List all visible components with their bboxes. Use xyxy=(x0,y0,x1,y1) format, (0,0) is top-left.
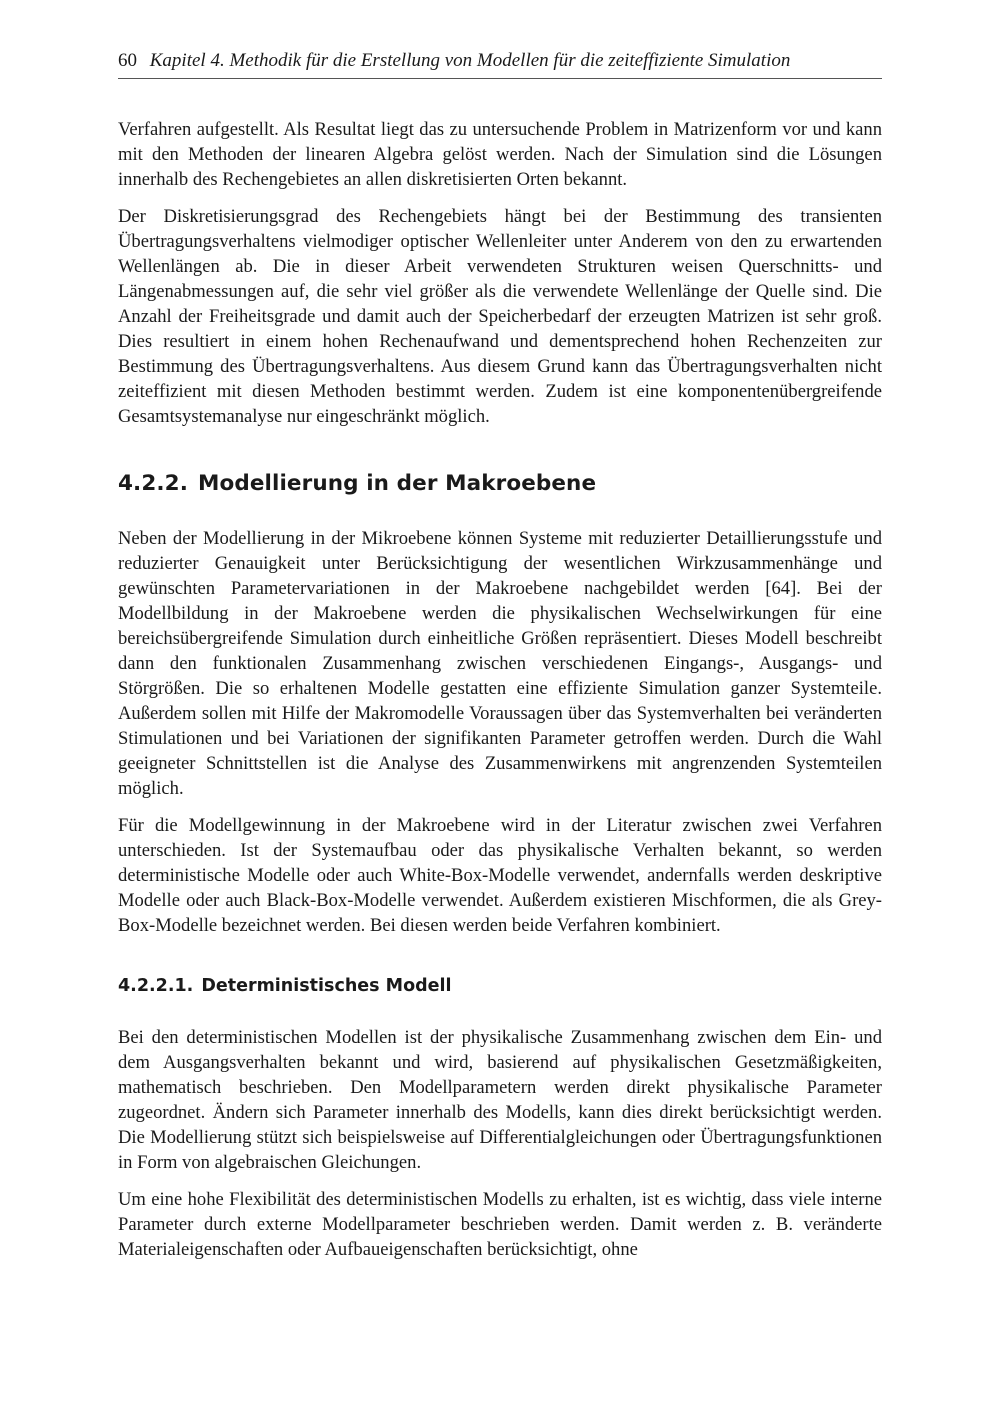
document-page xyxy=(118,48,882,1262)
subsection-heading xyxy=(118,974,882,998)
subsection-title: Deterministisches Modell xyxy=(201,976,452,996)
paragraph: Der Diskretisierungsgrad des Rechengebiets hängt bei der Bestimmung des transienten Übertragungsverhaltens vielmodiger optischer Wellenleiter unter Anderem von den zu erwartenden Wellenlängen ab. Die in dieser Arbeit verwendeten Strukturen weisen Querschnitts- und Längenabmessungen auf, die sehr viel größer als die verwendete Wellenlänge der Quelle sind. Die Anzahl der Freiheitsgrade und damit auch der Speicherbedarf der erzeugten Matrizen ist sehr groß. Dies resultiert in einem hohen Rechenaufwand und dementsprechend hohen Rechenzeiten zur Bestimmung des Übertragungsverhaltens. Aus diesem Grund kann das Übertragungsverhalten nicht zeiteffizient mit diesen Methoden bestimmt werden. Zudem ist eine komponentenübergreifende Gesamtsystemanalyse nur eingeschränkt möglich. xyxy=(118,206,882,427)
page-number: 60 xyxy=(118,50,137,71)
subsection-number: 4.2.2.1. xyxy=(118,976,194,996)
paragraph: Um eine hohe Flexibilität des deterministischen Modells zu erhalten, ist es wichtig, dass viele interne Parameter durch externe Modellparameter beschrieben werden. Damit werden z. B. veränderte Materialeigenschaften oder Aufbaueigenschaften berücksichtigt, ohne xyxy=(118,1189,882,1260)
section-number: 4.2.2. xyxy=(118,471,188,496)
running-header xyxy=(118,48,882,79)
paragraph: Neben der Modellierung in der Mikroebene können Systeme mit reduzierter Detaillierungsstufe und reduzierter Genauigkeit unter Berücksichtigung der wesentlichen Wirkzusammenhänge und gewünschten Parametervariationen in der Makroebene nachgebildet werden [64]. Bei der Modellbildung in der Makroebene werden die physikalischen Wechselwirkungen für eine bereichsübergreifende Simulation durch einheitliche Größen repräsentiert. Dieses Modell beschreibt dann den funktionalen Zusammenhang zwischen verschiedenen Eingangs-, Ausgangs- und Störgrößen. Die so erhaltenen Modelle gestatten eine effiziente Simulation ganzer Systemteile. Außerdem sollen mit Hilfe der Makromodelle Voraussagen über das Systemverhalten bei veränderten Stimulationen und bei Variationen der signifikanten Parameter getroffen werden. Durch die Wahl geeigneter Schnittstellen ist die Analyse des Zusammenwirkens mit angrenzenden Systemteilen möglich. xyxy=(118,528,882,799)
section-heading xyxy=(118,470,882,498)
paragraph: Verfahren aufgestellt. Als Resultat liegt das zu untersuchende Problem in Matrizenform vor und kann mit den Methoden der linearen Algebra gelöst werden. Nach der Simulation sind die Lösungen innerhalb des Rechengebietes an allen diskretisierten Orten bekannt. xyxy=(118,119,882,190)
chapter-title: Kapitel 4. Methodik für die Erstellung von Modellen für die zeiteffiziente Simulation xyxy=(149,50,791,71)
paragraph: Bei den deterministischen Modellen ist der physikalische Zusammenhang zwischen dem Ein- und dem Ausgangsverhalten bekannt und wird, basierend auf physikalischen Gesetzmäßigkeiten, mathematisch beschrieben. Den Modellparametern werden direkt physikalische Parameter zugeordnet. Ändern sich Parameter innerhalb des Modells, kann dies direkt berücksichtigt werden. Die Modellierung stützt sich beispielsweise auf Differentialgleichungen oder Übertragungsfunktionen in Form von algebraischen Gleichungen. xyxy=(118,1027,882,1173)
paragraph: Für die Modellgewinnung in der Makroebene wird in der Literatur zwischen zwei Verfahren unterschieden. Ist der Systemaufbau oder das physikalische Verhalten bekannt, so werden deterministische Modelle oder auch White-Box-Modelle verwendet, andernfalls werden deskriptive Modelle oder auch Black-Box-Modelle verwendet. Außerdem existieren Mischformen, die als Grey-Box-Modelle bezeichnet werden. Bei diesen werden beide Verfahren kombiniert. xyxy=(118,815,882,936)
section-title: Modellierung in der Makroebene xyxy=(197,471,597,496)
